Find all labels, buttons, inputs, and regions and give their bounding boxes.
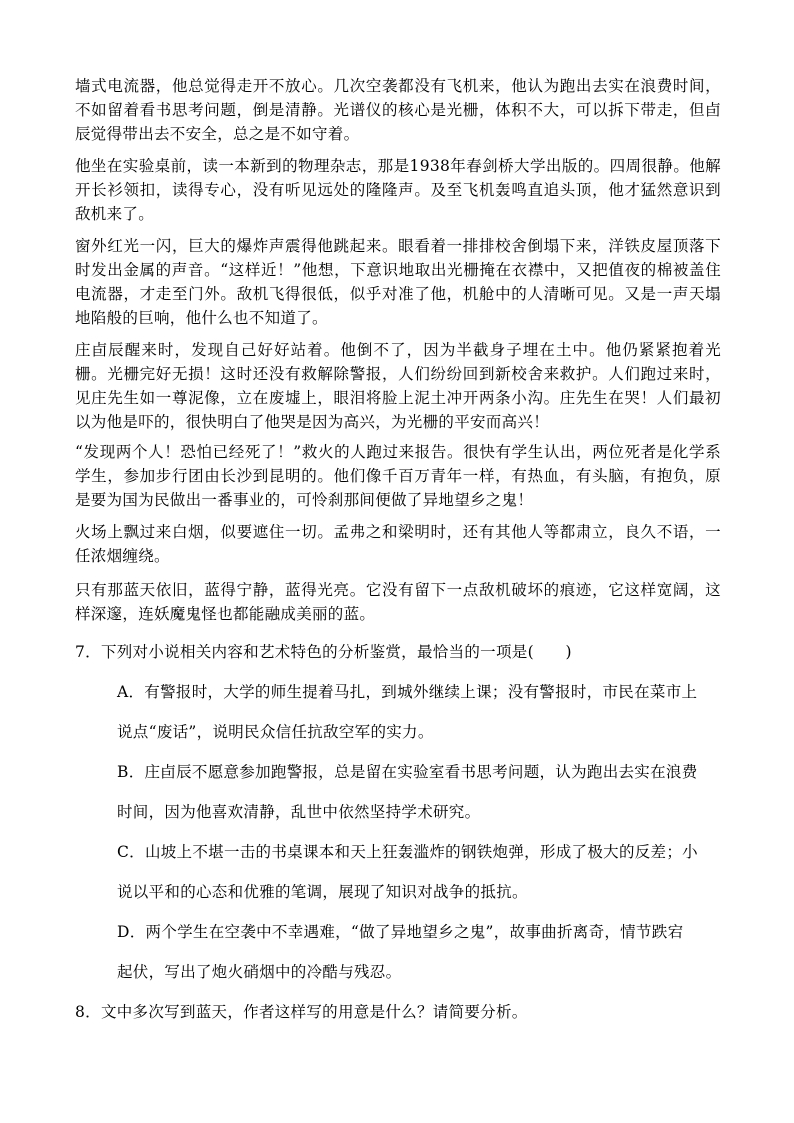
option-line: 起伏，写出了炮火硝烟中的冷酷与残忍。 bbox=[117, 963, 402, 981]
passage-paragraph: 墙式电流器，他总觉得走开不放心。几次空袭都没有飞机来，他认为跑出去实在浪费时间，不如留着看书思考问题，倒是清静。光谱仪的核心是光栅，体积不大，可以拆下带走，但卣辰觉得带出去不安全，总之是不如守着。 bbox=[75, 77, 721, 143]
option-line: B．庄卣辰不愿意参加跑警报，总是留在实验室看书思考问题，认为跑出去实在浪费 bbox=[117, 763, 698, 781]
passage-paragraph: 庄卣辰醒来时，发现自己好好站着。他倒不了，因为半截身子埋在土中。他仍紧紧抱着光栅。光栅完好无损！这时还没有救解除警报，人们纷纷回到新校舍来救护。人们跑过来时，见庄先生如一尊泥像，立在废墟上，眼泪将脸上泥土冲开两条小沟。庄先生在哭！人们最初以为他是吓的，很快明白了他哭是因为高兴，为光栅的平安而高兴！ bbox=[75, 341, 721, 431]
option-line: 说以平和的心态和优雅的笔调，展现了知识对战争的抵抗。 bbox=[117, 883, 528, 901]
passage-paragraph: 窗外红光一闪，巨大的爆炸声震得他跳起来。眼看着一排排校舍倒塌下来，洋铁皮屋顶落下时发出金属的声音。“这样近！”他想，下意识地取出光栅掩在衣襟中，又把值夜的棉被盖住电流器，才走至门外。敌机飞得很低，似乎对准了他，机舱中的人清晰可见。又是一声天塌地陷般的巨响，他什么也不知道了。 bbox=[75, 237, 721, 327]
option-line: D．两个学生在空袭中不幸遇难，“做了异地望乡之鬼”，故事曲折离奇，情节跌宕 bbox=[117, 923, 684, 941]
question-7-stem: 7．下列对小说相关内容和艺术特色的分析鉴赏，最恰当的一项是( ) bbox=[75, 643, 572, 661]
option-line: A．有警报时，大学的师生提着马扎，到城外继续上课；没有警报时，市民在菜市上 bbox=[117, 683, 698, 701]
option-line: C．山坡上不堪一击的书桌课本和天上狂轰滥炸的钢铁炮弹，形成了极大的反差；小 bbox=[117, 843, 698, 861]
passage-paragraph: 火场上飘过来白烟，似要遮住一切。孟弗之和梁明时，还有其他人等都肃立，良久不语，一任浓烟缠绕。 bbox=[75, 523, 721, 565]
question-8-stem: 8．文中多次写到蓝天，作者这样写的用意是什么？请简要分析。 bbox=[75, 1003, 528, 1021]
option-line: 时间，因为他喜欢清静，乱世中依然坚持学术研究。 bbox=[117, 803, 481, 821]
passage-paragraph: 他坐在实验桌前，读一本新到的物理杂志，那是1938年春剑桥大学出版的。四周很静。他解开长衫领扣，读得专心，没有听见远处的隆隆声。及至飞机轰鸣直追头顶，他才猛然意识到敌机来了。 bbox=[75, 157, 721, 223]
passage-paragraph: 只有那蓝天依旧，蓝得宁静，蓝得光亮。它没有留下一点敌机破坏的痕迹，它这样宽阔，这样深邃，连妖魔鬼怪也都能融成美丽的蓝。 bbox=[75, 581, 721, 623]
passage-paragraph: “发现两个人！恐怕已经死了！”救火的人跑过来报告。很快有学生认出，两位死者是化学系学生，参加步行团由长沙到昆明的。他们像千百万青年一样，有热血，有头脑，有抱负，原是要为国为民做出一番事业的，可怜刹那间便做了异地望乡之鬼！ bbox=[75, 443, 721, 509]
option-line: 说点“废话”，说明民众信任抗敌空军的实力。 bbox=[117, 723, 434, 741]
